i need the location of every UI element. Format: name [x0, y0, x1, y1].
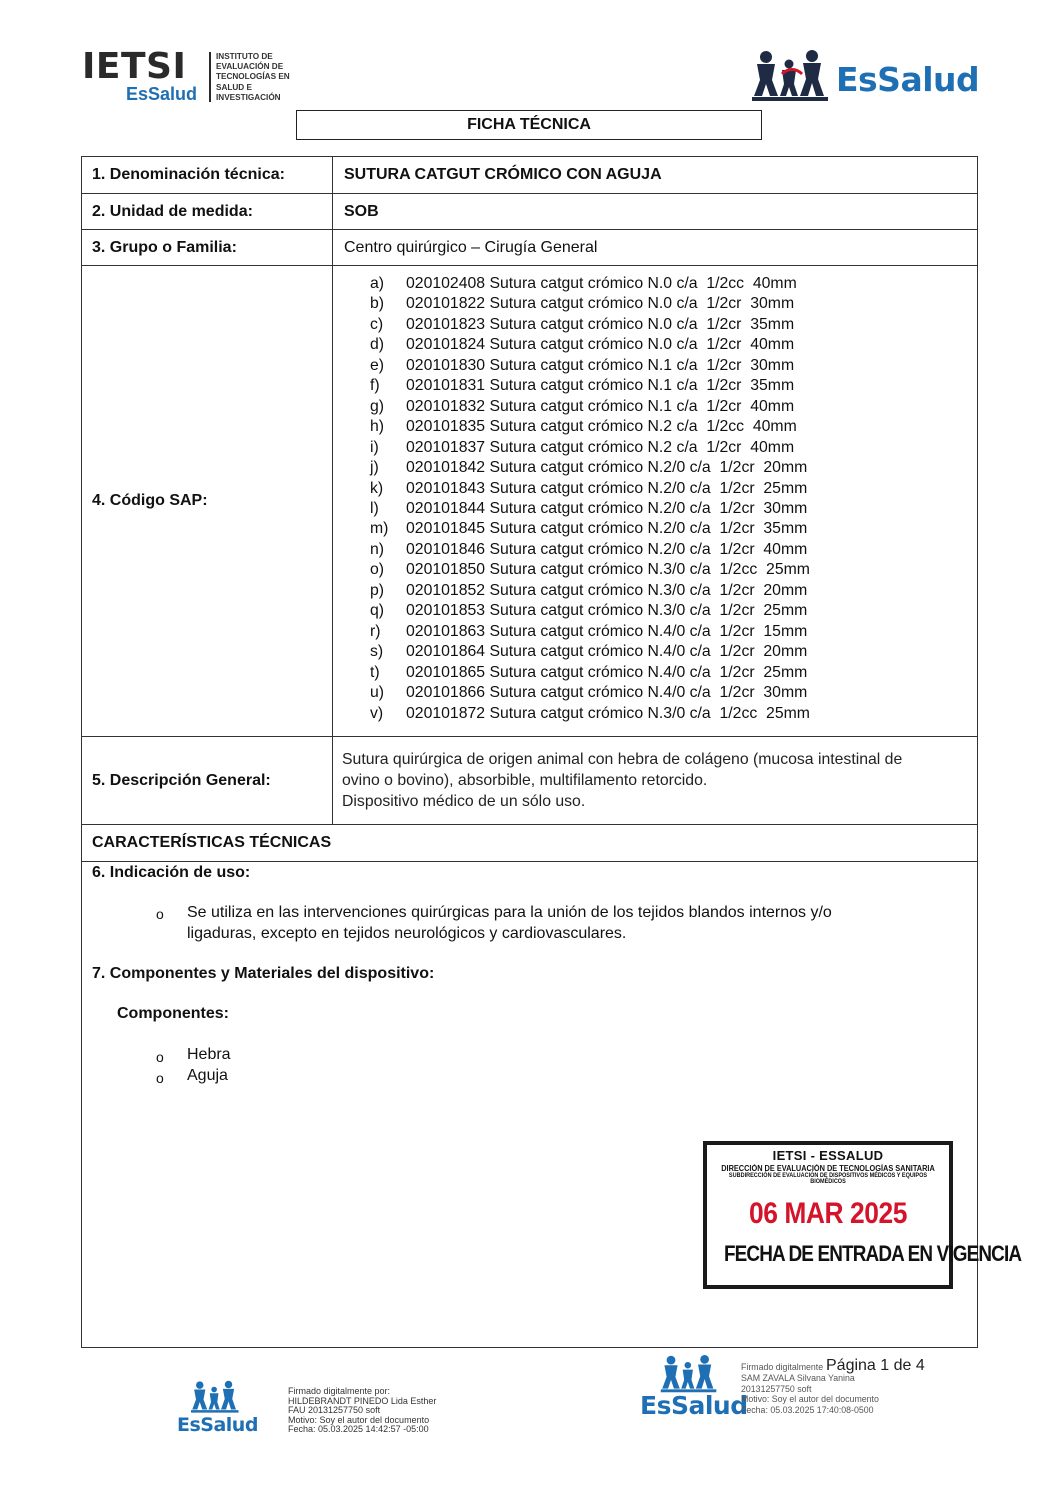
sap-item-text: 020101824 Sutura catgut crómico N.0 c/a 1/2cr 40mm — [406, 336, 795, 354]
sap-item-letter: a) — [370, 275, 385, 292]
indicacion-heading: 6. Indicación de uso: — [92, 864, 251, 881]
ietsi-institute-name — [216, 52, 290, 103]
componente-item: Aguja — [187, 1067, 228, 1084]
row-descripcion — [82, 737, 977, 825]
indicacion-text — [187, 902, 832, 944]
sap-item-letter: h) — [370, 418, 385, 436]
sap-code-list — [370, 274, 810, 724]
sap-item-text: 020102408 Sutura catgut crómico N.0 c/a 1/2cc 40mm — [406, 275, 797, 292]
sap-item-letter: f) — [370, 377, 380, 395]
sap-item-text: 020101863 Sutura catgut crómico N.4/0 c/a 1/2cr 15mm — [406, 622, 808, 640]
label-unidad: 2. Unidad de medida: — [82, 194, 333, 229]
sap-code-item — [370, 622, 810, 642]
sap-code-item — [370, 519, 810, 539]
ietsi-logo — [82, 48, 297, 106]
sap-item-text: 020101822 Sutura catgut crómico N.0 c/a 1/2cr 30mm — [406, 295, 795, 313]
row-codigo-sap — [82, 266, 977, 737]
ietsi-institute-line: INSTITUTO DE — [216, 52, 273, 61]
essalud-logo — [752, 50, 978, 102]
essalud-wordmark: EsSalud — [836, 60, 980, 99]
sap-item-letter: m) — [370, 520, 389, 538]
sap-item-letter: r) — [370, 622, 381, 640]
sap-code-item — [370, 601, 810, 621]
sap-code-item — [370, 683, 810, 703]
digital-signature-1 — [288, 1387, 436, 1435]
descripcion-line: Dispositivo médico de un sólo uso. — [342, 793, 586, 810]
value-grupo: Centro quirúrgico – Cirugía General — [344, 238, 598, 256]
sap-item-text: 020101844 Sutura catgut crómico N.2/0 c/a 1/2cr 30mm — [406, 499, 808, 517]
signature-line: Fecha: 05.03.2025 14:42:57 -05:00 — [288, 1424, 429, 1434]
row-caracteristicas-heading — [82, 825, 977, 862]
page-number: Página 1 de 4 — [826, 1357, 925, 1374]
sap-item-text: 020101865 Sutura catgut crómico N.4/0 c/a 1/2cr 25mm — [406, 663, 808, 681]
sap-item-letter: k) — [370, 479, 384, 497]
signature-line: Motivo: Soy el autor del documento — [741, 1394, 879, 1405]
sap-item-letter: t) — [370, 663, 380, 681]
sap-item-letter: g) — [370, 397, 385, 415]
sap-code-item — [370, 274, 810, 294]
row-unidad — [82, 194, 977, 230]
sap-item-letter: p) — [370, 581, 385, 599]
footer-essalud-wordmark: EsSalud — [177, 1414, 258, 1436]
sap-item-letter: u) — [370, 684, 385, 702]
bullet-icon: o — [156, 1049, 164, 1065]
sap-item-text: 020101835 Sutura catgut crómico N.2 c/a 1/2cc 40mm — [406, 418, 797, 436]
sap-item-text: 020101866 Sutura catgut crómico N.4/0 c/a 1/2cr 30mm — [406, 684, 808, 702]
sap-item-text: 020101830 Sutura catgut crómico N.1 c/a 1/2cr 30mm — [406, 356, 795, 374]
sap-item-letter: d) — [370, 336, 385, 354]
sap-item-letter: s) — [370, 643, 384, 661]
sap-code-item — [370, 642, 810, 662]
sap-item-letter: q) — [370, 602, 385, 620]
sap-item-text: 020101831 Sutura catgut crómico N.1 c/a 1/2cr 35mm — [406, 377, 795, 395]
sap-code-item — [370, 560, 810, 580]
sap-item-text: 020101842 Sutura catgut crómico N.2/0 c/a 1/2cr 20mm — [406, 459, 808, 477]
value-unidad: SOB — [344, 202, 379, 220]
sap-item-text: 020101845 Sutura catgut crómico N.2/0 c/a 1/2cr 35mm — [406, 520, 808, 538]
label-grupo: 3. Grupo o Familia: — [82, 230, 333, 265]
value-denominacion: SUTURA CATGUT CRÓMICO CON AGUJA — [344, 166, 662, 183]
sap-item-letter: l) — [370, 499, 379, 517]
sap-item-text: 020101872 Sutura catgut crómico N.3/0 c/a 1/2cc 25mm — [406, 704, 810, 722]
sap-item-letter: n) — [370, 540, 385, 558]
sap-code-item — [370, 581, 810, 601]
sap-code-item — [370, 479, 810, 499]
signature-line: 20131257750 soft — [741, 1383, 812, 1394]
signature-line: SAM ZAVALA Silvana Yanina — [741, 1372, 855, 1383]
stamp-date: 06 MAR 2025 — [748, 1197, 908, 1230]
caracteristicas-heading: CARACTERÍSTICAS TÉCNICAS — [92, 834, 332, 851]
stamp-direction: DIRECCIÓN DE EVALUACIÓN DE TECNOLOGÍAS SANITARIA — [721, 1164, 935, 1173]
ietsi-institute-line: TECNOLOGÍAS EN — [216, 72, 290, 82]
componente-item: Hebra — [187, 1046, 231, 1063]
row-grupo — [82, 230, 977, 266]
signature-line: FAU 20131257750 soft — [288, 1405, 381, 1415]
componentes-heading: 7. Componentes y Materiales del dispositivo: — [92, 965, 435, 982]
footer-essalud-wordmark-2: EsSalud — [640, 1391, 748, 1420]
sap-item-text: 020101832 Sutura catgut crómico N.1 c/a 1/2cr 40mm — [406, 397, 795, 415]
ietsi-institute-line: SALUD E — [216, 82, 252, 92]
signature-line: HILDEBRANDT PINEDO Lida Esther — [288, 1395, 437, 1406]
footer-essalud-logo-2 — [640, 1355, 748, 1425]
ietsi-institute-line: EVALUACIÓN DE — [216, 62, 284, 72]
family-figures-icon — [660, 1355, 720, 1393]
family-figures-icon — [752, 50, 832, 102]
bullet-icon: o — [156, 1070, 164, 1086]
ietsi-institute-line: INVESTIGACIÓN — [216, 92, 281, 102]
sap-code-item — [370, 499, 810, 519]
sap-code-item — [370, 397, 810, 417]
sap-code-item — [370, 356, 810, 376]
sap-item-text: 020101837 Sutura catgut crómico N.2 c/a 1/2cr 40mm — [406, 438, 795, 456]
stamp-org: IETSI - ESSALUD — [772, 1148, 884, 1163]
label-denominacion: 1. Denominación técnica: — [82, 157, 333, 193]
sap-item-letter: v) — [370, 704, 384, 722]
sap-item-letter: c) — [370, 315, 384, 333]
signature-line: Firmado digitalmente por: — [288, 1386, 391, 1396]
sap-code-item — [370, 663, 810, 683]
sap-item-text: 020101852 Sutura catgut crómico N.3/0 c/a 1/2cr 20mm — [406, 581, 808, 599]
sap-item-letter: b) — [370, 295, 385, 313]
sap-item-letter: e) — [370, 356, 385, 374]
sap-item-letter: i) — [370, 438, 379, 456]
ietsi-logo-divider — [209, 52, 211, 102]
sap-code-item — [370, 376, 810, 396]
signature-line: Motivo: Soy el autor del documento — [288, 1414, 430, 1425]
descripcion-line: ovino o bovino), absorbible, multifilamento retorcido. — [342, 772, 708, 789]
footer-essalud-logo — [175, 1380, 257, 1440]
family-figures-icon — [191, 1380, 241, 1414]
descripcion-line: Sutura quirúrgica de origen animal con hebra de colágeno (mucosa intestinal de — [342, 751, 903, 768]
stamp-subdirection: SUBDIRECCIÓN DE EVALUACIÓN DE DISPOSITIVOS MÉDICOS Y EQUIPOS BIOMÉDICOS — [728, 1173, 928, 1185]
validity-stamp — [703, 1141, 1022, 1289]
sap-code-item — [370, 438, 810, 458]
ietsi-logo-sub: EsSalud — [126, 84, 198, 104]
sap-item-text: 020101864 Sutura catgut crómico N.4/0 c/a 1/2cr 20mm — [406, 643, 808, 661]
sap-code-item — [370, 335, 810, 355]
sap-code-item — [370, 704, 810, 724]
sap-item-text: 020101823 Sutura catgut crómico N.0 c/a 1/2cr 35mm — [406, 315, 795, 333]
row-denominacion — [82, 157, 977, 194]
sap-code-item — [370, 458, 810, 478]
indicacion-line: Se utiliza en las intervenciones quirúrgicas para la unión de los tejidos blandos internos y/o — [187, 904, 832, 921]
componentes-subheading: Componentes: — [117, 1005, 229, 1022]
value-descripcion — [342, 749, 902, 812]
bullet-icon: o — [156, 906, 164, 922]
stamp-caption: FECHA DE ENTRADA EN VIGENCIA — [723, 1241, 1022, 1266]
sap-item-text: 020101843 Sutura catgut crómico N.2/0 c/a 1/2cr 25mm — [406, 479, 808, 497]
sap-item-letter: o) — [370, 561, 385, 579]
sap-item-letter: j) — [370, 459, 379, 477]
sap-code-item — [370, 294, 810, 314]
sap-item-text: 020101853 Sutura catgut crómico N.3/0 c/a 1/2cr 25mm — [406, 602, 808, 620]
label-codigo-sap: 4. Código SAP: — [82, 266, 333, 736]
sap-code-item — [370, 417, 810, 437]
signature-line: Firmado digitalmente — [741, 1362, 824, 1372]
sap-item-text: 020101850 Sutura catgut crómico N.3/0 c/a 1/2cc 25mm — [406, 561, 810, 579]
signature-line: Fecha: 05.03.2025 17:40:08-0500 — [741, 1405, 874, 1416]
document-title: FICHA TÉCNICA — [296, 110, 762, 140]
sap-item-text: 020101846 Sutura catgut crómico N.2/0 c/a 1/2cr 40mm — [406, 540, 808, 558]
label-descripcion: 5. Descripción General: — [82, 737, 333, 824]
indicacion-line: ligaduras, excepto en tejidos neurológicos y cardiovasculares. — [187, 925, 627, 942]
sap-code-item — [370, 315, 810, 335]
ietsi-logo-main: IETSI — [82, 46, 187, 87]
sap-code-item — [370, 540, 810, 560]
